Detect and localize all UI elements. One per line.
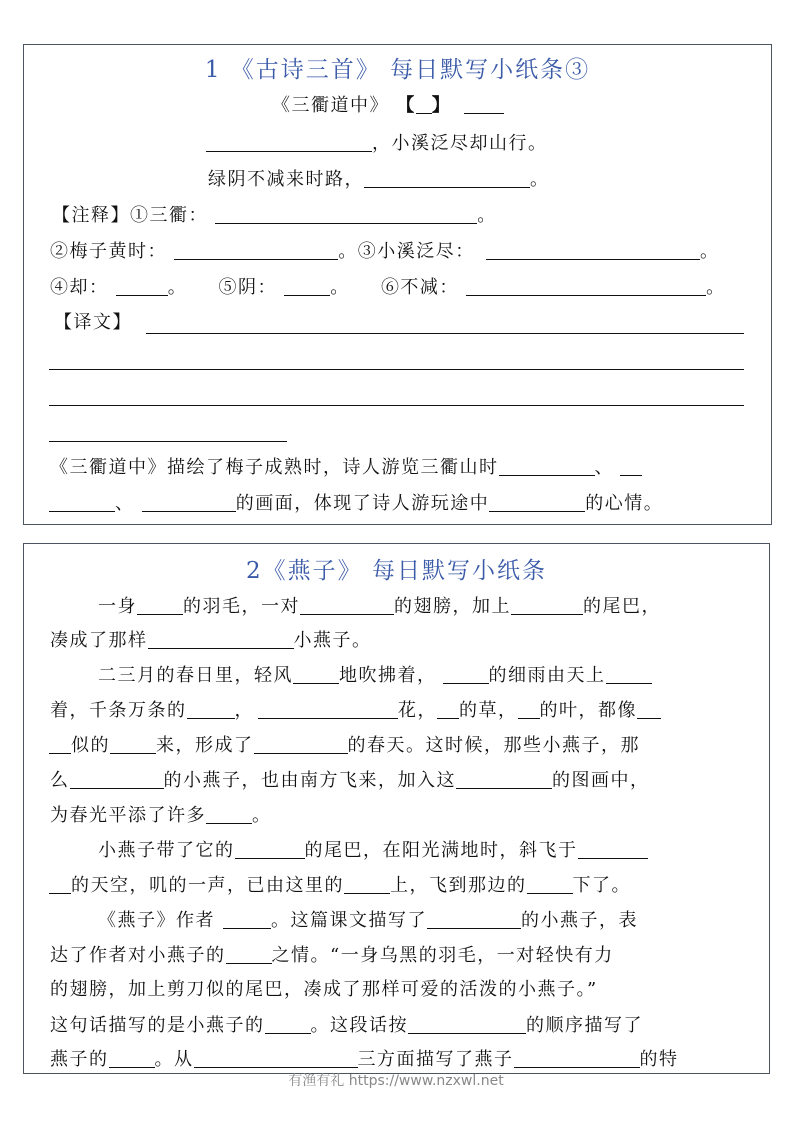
blank[interactable] xyxy=(137,594,183,615)
text: 的顺序描写了 xyxy=(526,1015,643,1036)
blank[interactable] xyxy=(235,838,305,859)
text: 的草， xyxy=(459,700,518,721)
text: 的细雨由天上 xyxy=(488,665,606,686)
separator: 、 xyxy=(115,493,135,514)
poem-title-line xyxy=(272,93,504,118)
text: 的特 xyxy=(639,1049,679,1070)
para1-line2 xyxy=(50,628,372,653)
text: 这句话描写的是小燕子的 xyxy=(50,1015,265,1036)
translation-label: 【译文】 xyxy=(54,312,132,333)
blank[interactable] xyxy=(408,1013,526,1034)
para2-line5 xyxy=(50,803,272,828)
period: 。 xyxy=(330,277,350,298)
period: 。 xyxy=(477,205,497,226)
text: 小燕子。 xyxy=(293,630,372,651)
text: ， xyxy=(234,700,254,721)
note-3-blank[interactable] xyxy=(486,239,700,260)
text: 三方面描写了燕子 xyxy=(357,1049,514,1070)
para4-line4 xyxy=(50,1013,643,1038)
text: 达了作者对小燕子的 xyxy=(50,945,226,966)
period: 。 xyxy=(338,241,358,262)
text: 。这篇课文描写了 xyxy=(271,910,427,931)
text: 着，千条万条的 xyxy=(50,700,187,721)
para3-line2 xyxy=(49,873,631,898)
text: 。这段话按 xyxy=(310,1015,408,1036)
text: 上，飞到那边的 xyxy=(390,875,527,896)
note-4-blank[interactable] xyxy=(116,275,168,296)
blank[interactable] xyxy=(148,628,294,649)
text: 为春光平添了许多 xyxy=(50,805,206,826)
text: 地吹拂着， xyxy=(339,665,437,686)
text: 下了。 xyxy=(572,875,631,896)
text: 的翅膀，加上 xyxy=(394,596,511,617)
notes-line-3 xyxy=(50,275,726,300)
text: 的尾巴，在阳光满地时，斜飞于 xyxy=(304,840,578,861)
blank[interactable] xyxy=(226,943,272,964)
poem-line-2 xyxy=(208,167,550,192)
blank[interactable] xyxy=(110,733,156,754)
blank[interactable] xyxy=(206,803,252,824)
blank[interactable] xyxy=(344,873,390,894)
blank[interactable] xyxy=(300,594,394,615)
card-title: 2《燕子》 每日默写小纸条 xyxy=(246,558,547,584)
note-6-blank[interactable] xyxy=(466,275,706,296)
note-1-blank[interactable] xyxy=(215,203,477,224)
dynasty-bracket-open: 【 xyxy=(396,95,416,116)
blank[interactable] xyxy=(527,873,573,894)
para2-line4 xyxy=(50,768,650,793)
blank[interactable] xyxy=(606,663,652,684)
poem-line-2-blank[interactable] xyxy=(364,167,530,188)
text: 来，形成了 xyxy=(156,735,254,756)
summary-line-2 xyxy=(49,491,663,516)
note-5-blank[interactable] xyxy=(284,275,330,296)
text: 的尾巴， xyxy=(583,596,661,617)
note-3-label: ③小溪泛尽： xyxy=(357,241,475,262)
translation-blank-2[interactable] xyxy=(49,369,744,370)
separator: 、 xyxy=(594,457,614,478)
para4-line2 xyxy=(50,943,614,968)
notes-label: 【注释】 xyxy=(52,205,130,226)
period: 。 xyxy=(699,241,720,262)
author-blank[interactable] xyxy=(223,908,271,929)
text: 燕子的 xyxy=(50,1049,109,1070)
note-4-label: ④却： xyxy=(50,277,109,298)
blank[interactable] xyxy=(49,733,71,754)
blank[interactable] xyxy=(187,698,235,719)
text: 似的 xyxy=(71,735,110,756)
translation-blank-1[interactable] xyxy=(146,333,744,334)
summary-line-1 xyxy=(50,455,642,480)
text: 的春天。这时候，那些小燕子，那 xyxy=(347,735,640,756)
worksheet-card-poem xyxy=(23,44,772,525)
poem-line-1-text: ，小溪泛尽却山行。 xyxy=(372,133,548,154)
text: 。从 xyxy=(154,1049,194,1070)
blank[interactable] xyxy=(443,663,489,684)
text: 么 xyxy=(50,770,70,791)
notes-line-2 xyxy=(50,239,719,264)
translation-blank-4[interactable] xyxy=(49,441,287,442)
notes-line-1 xyxy=(52,203,497,228)
text: 《燕子》作者 xyxy=(98,910,215,931)
blank[interactable] xyxy=(265,1013,311,1034)
text: 的羽毛，一对 xyxy=(183,596,300,617)
blank[interactable] xyxy=(514,1047,640,1068)
blank[interactable] xyxy=(109,1047,155,1068)
blank[interactable] xyxy=(254,733,348,754)
blank[interactable] xyxy=(456,768,552,789)
period: 。 xyxy=(167,277,188,298)
summary-blank-2a[interactable] xyxy=(620,455,642,476)
text: 的小燕子，表 xyxy=(521,910,638,931)
para3-line1 xyxy=(98,838,648,863)
note-2-blank[interactable] xyxy=(174,239,338,260)
text: 之情。“一身乌黑的羽毛，一对轻快有力 xyxy=(271,945,614,966)
dynasty-bracket-close: 】 xyxy=(431,95,452,116)
blank[interactable] xyxy=(49,873,71,894)
para2-line2 xyxy=(50,698,661,723)
summary-blank-1[interactable] xyxy=(499,455,595,476)
text: 二三月的春日里，轻风 xyxy=(98,665,293,686)
summary-text-3: 的心情。 xyxy=(585,493,664,514)
blank[interactable] xyxy=(437,698,459,719)
blank[interactable] xyxy=(511,594,583,615)
note-2-label: ②梅子黄时： xyxy=(50,241,167,262)
blank[interactable] xyxy=(427,908,521,929)
blank[interactable] xyxy=(293,663,339,684)
note-1-label: ①三衢： xyxy=(130,205,208,226)
card-title: 1 《古诗三首》 每日默写小纸条③ xyxy=(204,57,591,83)
text: 的叶，都像 xyxy=(539,700,637,721)
summary-blank-2b[interactable] xyxy=(49,491,115,512)
translation-blank-3[interactable] xyxy=(49,405,744,406)
period: 。 xyxy=(530,169,550,190)
poem-line-1 xyxy=(206,131,548,156)
period: 。 xyxy=(706,277,726,298)
blank[interactable] xyxy=(258,698,398,719)
poem-title: 《三衢道中》 xyxy=(272,95,389,116)
para4-line3: 的翅膀，加上剪刀似的尾巴，凑成了那样可爱的活泼的小燕子。” xyxy=(50,979,598,1000)
summary-text-1: 《三衢道中》描绘了梅子成熟时，诗人游览三衢山时 xyxy=(50,457,499,478)
text: 小燕子带了它的 xyxy=(98,840,235,861)
text: 一身 xyxy=(98,596,137,617)
summary-blank-4[interactable] xyxy=(489,491,585,512)
para2-line1 xyxy=(98,663,652,688)
para2-line3 xyxy=(49,733,640,758)
text: 的天空，叽的一声，已由这里的 xyxy=(71,875,344,896)
watermark: 有渔有礼 https://www.nzxwl.net xyxy=(288,1073,504,1089)
poem-line-1-blank[interactable] xyxy=(206,131,372,152)
text: 的小燕子，也由南方飞来，加入这 xyxy=(163,770,456,791)
para4-line5 xyxy=(50,1047,679,1072)
dynasty-blank[interactable] xyxy=(416,93,432,114)
para4-line1 xyxy=(98,908,638,933)
summary-text-2: 的画面，体现了诗人游玩途中 xyxy=(235,493,490,514)
note-6-label: ⑥不减： xyxy=(380,277,459,298)
worksheet-card-swallow xyxy=(23,543,770,1074)
para1-line1 xyxy=(98,594,661,619)
text: 。 xyxy=(252,805,272,826)
blank[interactable] xyxy=(194,1047,358,1068)
note-5-label: ⑤阴： xyxy=(218,277,277,298)
summary-blank-3[interactable] xyxy=(142,491,236,512)
text: 的图画中， xyxy=(552,770,650,791)
text: 花， xyxy=(398,700,437,721)
poem-line-2-text: 绿阴不减来时路， xyxy=(208,169,364,190)
blank[interactable] xyxy=(578,838,648,859)
blank[interactable] xyxy=(70,768,164,789)
author-blank[interactable] xyxy=(464,93,504,114)
blank[interactable] xyxy=(518,698,540,719)
blank[interactable] xyxy=(637,698,661,719)
text: 凑成了那样 xyxy=(50,630,148,651)
